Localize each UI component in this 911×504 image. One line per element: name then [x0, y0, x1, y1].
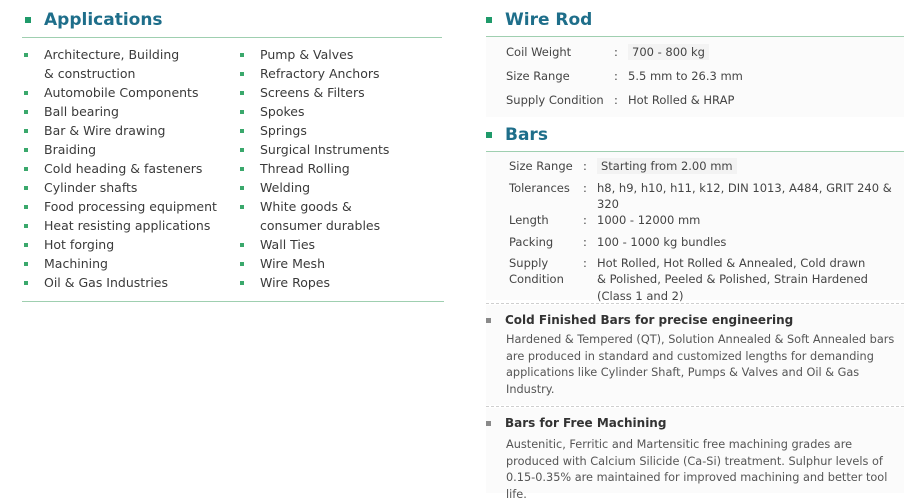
bars-value: 100 - 1000 kg bundles: [597, 234, 727, 249]
bars-label: Size Range: [509, 159, 573, 173]
application-item: Refractory Anchors: [238, 64, 443, 83]
bars-label: Tolerances: [509, 180, 570, 195]
bars-value: Starting from 2.00 mm: [597, 158, 911, 180]
application-item: Cylinder shafts: [22, 178, 237, 197]
note-divider: [486, 406, 904, 407]
application-item: Ball bearing: [22, 102, 237, 121]
application-item: Bar & Wire drawing: [22, 121, 237, 140]
bars-header: [486, 125, 548, 145]
application-item: Surgical Instruments: [238, 140, 443, 159]
application-item: Automobile Components: [22, 83, 237, 102]
application-item: Screens & Filters: [238, 83, 443, 102]
application-item: Wall Ties: [238, 235, 443, 254]
applications-list-col1: [22, 45, 237, 292]
applications-list-col2: [238, 45, 443, 292]
wire-rod-title: Wire Rod: [505, 10, 593, 30]
bars-separator: :: [583, 159, 587, 173]
application-item: Wire Ropes: [238, 273, 443, 292]
bars-row: [509, 234, 911, 256]
applications-title: Applications: [44, 10, 163, 30]
wire-rod-row: [506, 92, 743, 116]
bars-title: Bars: [505, 125, 548, 145]
wire-rod-separator: :: [614, 93, 618, 107]
applications-bottom-divider: [22, 301, 444, 302]
section-bullet-icon: [486, 17, 492, 23]
application-item: Architecture, Building & construction: [22, 45, 237, 83]
bars-value: 1000 - 12000 mm: [597, 213, 701, 228]
wire-rod-header: [486, 10, 592, 30]
bars-label: Supply Condition: [509, 256, 564, 287]
application-item: Hot forging: [22, 235, 237, 254]
note-1-title: Cold Finished Bars for precise engineering: [505, 313, 794, 327]
wire-rod-label: Size Range: [506, 69, 570, 83]
wire-rod-label: Coil Weight: [506, 45, 572, 59]
application-item: Welding: [238, 178, 443, 197]
note-2-body: Austenitic, Ferritic and Martensitic free machining grades are produced with Calcium Silicide (Ca-Si) treatment. Sulphur levels of 0.15-0.35% are maintained for improved machining and better tool life.: [506, 438, 888, 502]
application-item: White goods & consumer durables: [238, 197, 443, 235]
note-1-header: [486, 313, 793, 327]
bars-row: [509, 212, 911, 234]
bars-value: Hot Rolled, Hot Rolled & Annealed, Cold drawn & Polished, Peeled & Polished, Strain Hardened (Class 1 and 2): [597, 256, 868, 303]
bars-row: [509, 180, 911, 213]
note-2-header: [486, 416, 666, 430]
wire-rod-label: Supply Condition: [506, 93, 604, 107]
bars-table: [509, 158, 911, 304]
bars-label: Length: [509, 213, 549, 228]
application-item: Wire Mesh: [238, 254, 443, 273]
bars-row: [509, 255, 911, 304]
wire-rod-separator: :: [614, 45, 618, 59]
application-item: Braiding: [22, 140, 237, 159]
note-1-body: Hardened & Tempered (QT), Solution Annealed & Soft Annealed bars are produced in standard and customized lengths for demanding applications like Cylinder Shaft, Pumps & Valves and Oil & Gas Industry.: [506, 333, 895, 397]
application-item: Oil & Gas Industries: [22, 273, 237, 292]
applications-top-divider: [22, 37, 442, 38]
bars-separator: :: [583, 234, 587, 249]
section-bullet-icon: [25, 17, 31, 23]
bars-separator: :: [583, 213, 587, 228]
note-divider: [486, 303, 904, 304]
wire-rod-value: 700 - 800 kg: [628, 44, 743, 68]
wire-rod-value: Hot Rolled & HRAP: [628, 93, 735, 107]
bars-label: Packing: [509, 234, 554, 249]
bars-separator: :: [583, 256, 587, 271]
wire-rod-row: [506, 68, 743, 92]
wire-rod-table: [506, 44, 743, 116]
wire-rod-value: 5.5 mm to 26.3 mm: [628, 69, 743, 83]
section-bullet-icon: [486, 132, 492, 138]
application-item: Cold heading & fasteners: [22, 159, 237, 178]
application-item: Springs: [238, 121, 443, 140]
note-bullet-icon: [486, 421, 491, 426]
note-2-title: Bars for Free Machining: [505, 416, 667, 430]
application-item: Machining: [22, 254, 237, 273]
application-item: Thread Rolling: [238, 159, 443, 178]
bars-value: h8, h9, h10, h11, k12, DIN 1013, A484, GRIT 240 & 320: [597, 180, 892, 211]
applications-header: [25, 10, 163, 30]
note-bullet-icon: [486, 318, 491, 323]
application-item: Spokes: [238, 102, 443, 121]
bars-row: [509, 158, 911, 180]
application-item: Heat resisting applications: [22, 216, 237, 235]
wire-rod-separator: :: [614, 69, 618, 83]
application-item: Food processing equipment: [22, 197, 237, 216]
bars-separator: :: [583, 180, 587, 195]
application-item: Pump & Valves: [238, 45, 443, 64]
wire-rod-row: [506, 44, 743, 68]
